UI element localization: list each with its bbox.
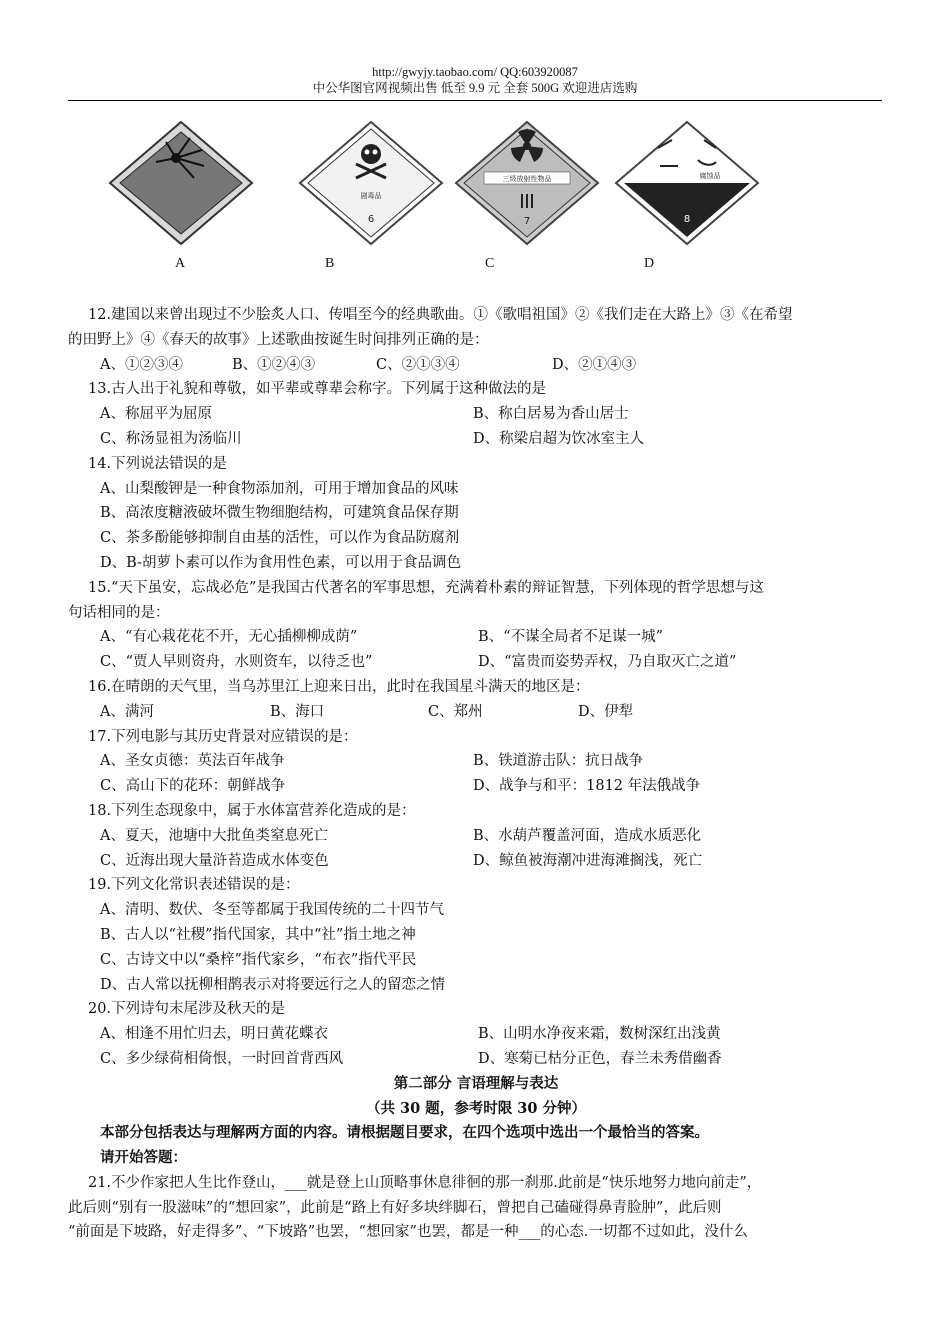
radioactive-sign [452,118,602,248]
q17-option-a: A、圣女贞德：英法百年战争 [100,753,285,770]
q21-line-3: “前面是下坡路，好走得多”、“下坡路”也罢，“想回家”也罢，都是一种___的心态.一切都不过如此，没什么 [68,1224,748,1241]
q17-option-c: C、高山下的花环：朝鲜战争 [100,778,286,795]
q16-options [68,700,884,725]
q16-option-a: A、满河 [100,703,154,720]
explosive-icon [106,118,256,248]
q18-option-b: B、水葫芦覆盖河面，造成水质恶化 [473,827,702,844]
q21-line-1: 21.不少作家把人生比作登山，___就是登上山顶略事休息徘徊的那一刹那.此前是“快乐地努力地向前走”， [88,1174,762,1191]
skull-crossbones-icon [296,118,446,248]
q18-option-d: D、鲸鱼被海潮冲进海滩搁浅，死亡 [473,852,703,869]
q12-options [68,353,884,378]
q19-option-a: A、清明、数伏、冬至等都属于我国传统的二十四节气 [100,902,444,919]
q16-option-c: C、郑州 [428,703,483,720]
q17-option-b: B、铁道游击队：抗日战争 [473,753,644,770]
q15-option-a: A、“有心栽花花不开，无心插柳柳成荫” [100,629,358,646]
q19-option-b: B、古人以“社稷”指代国家，其中“社”指土地之神 [100,926,416,943]
header-url-line: http://gwyjy.taobao.com/ QQ:603920087 [372,65,578,79]
question-list [68,303,884,1245]
q19-stem: 19.下列文化常识表述错误的是： [88,877,300,894]
q20-option-b: B、山明水净夜来霜，数树深红出浅黄 [478,1026,721,1043]
q13-option-a: A、称屈平为屈原 [100,406,212,423]
corrosive-sign [612,118,762,248]
q18-stem: 18.下列生态现象中，属于水体富营养化造成的是： [88,802,416,819]
corrosive-sign-text: 腐蚀品 [699,172,721,180]
q12-option-d: D、②①④③ [552,356,637,373]
q15-stem-1: 15.“天下虽安，忘战必危”是我国古代著名的军事思想，充满着朴素的辩证智慧，下列体现的哲学思想与这 [88,579,764,596]
q15-option-b: B、“不谋全局者不足谋一城” [478,629,663,646]
header-divider [68,100,882,101]
radiation-icon [452,118,602,248]
q14-option-b: B、高浓度糖液破坏微生物细胞结构，可建筑食品保存期 [100,505,459,522]
q14-option-d: D、B-胡萝卜素可以作为食用性色素，可以用于食品调色 [100,554,461,571]
q16-option-b: B、海口 [270,703,325,720]
sign-label-a: A [175,256,186,271]
part2-subtitle: （共 30 题，参考时限 30 分钟） [365,1099,587,1117]
page-header [0,64,950,96]
q19-option-c: C、古诗文中以“桑梓”指代家乡，“布衣”指代平民 [100,951,417,968]
q16-stem: 16.在晴朗的天气里，当乌苏里江上迎来日出，此时在我国星斗满天的地区是： [88,678,590,695]
q13-option-d: D、称梁启超为饮冰室主人 [473,430,645,447]
q12-option-b: B、①②④③ [232,356,316,373]
q20-option-a: A、相逢不用忙归去，明日黄花蝶衣 [100,1026,328,1043]
corrosive-sign-number: 8 [683,214,691,225]
q18-option-c: C、近海出现大量浒苔造成水体变色 [100,852,329,869]
sign-label-d: D [644,256,655,271]
q12-stem-2: 的田野上》④《春天的故事》上述歌曲按诞生时间排列正确的是： [68,331,489,348]
part2-title: 第二部分 言语理解与表达 [393,1074,559,1092]
sign-label-c: C [485,256,495,271]
toxic-sign [296,118,446,248]
q14-option-a: A、山梨酸钾是一种食物添加剂，可用于增加食品的风味 [100,480,459,497]
q13-option-b: B、称白居易为香山居士 [473,406,629,423]
header-ad-line: 中公华图官网视频出售 低至 9.9 元 全套 500G 欢迎进店选购 [312,81,638,95]
q15-stem-2: 句话相同的是： [68,604,170,621]
q12-option-a: A、①②③④ [100,356,183,373]
q17-stem: 17.下列电影与其历史背景对应错误的是： [88,728,358,745]
q20-option-c: C、多少绿荷相倚恨，一时回首背西风 [100,1050,344,1067]
q14-option-c: C、茶多酚能够抑制自由基的活性，可以作为食品防腐剂 [100,530,460,547]
q13-stem: 13.古人出于礼貌和尊敬，如平辈或尊辈会称字。下列属于这种做法的是 [88,381,547,398]
q21-line-2: 此后则“别有一股滋味”的“想回家”，此前是“路上有好多块绊脚石，曾把自己磕碰得鼻青脸肿”，此后则 [68,1199,722,1216]
corrosive-icon [612,118,762,248]
sign-label-b: B [325,256,335,271]
q16-option-d: D、伊犁 [578,703,634,720]
q12-stem-1: 12.建国以来曾出现过不少脍炙人口、传唱至今的经典歌曲。①《歌唱祖国》②《我们走在大路上》③《在希望 [88,307,793,323]
radioactive-sign-text: 三级放射性物品 [502,175,552,183]
q14-stem: 14.下列说法错误的是 [88,455,228,472]
q15-option-d: D、“富贵而姿势弄权，乃自取灭亡之道” [478,654,737,671]
q12-option-c: C、②①③④ [376,356,460,373]
radioactive-sign-number: 7 [523,216,531,227]
toxic-sign-text: 剧毒品 [360,192,382,200]
q17-option-d: D、战争与和平：1812 年法俄战争 [473,778,701,795]
q20-option-d: D、寒菊已枯分正色，春兰未秀借幽香 [478,1050,722,1067]
q19-option-d: D、古人常以抚柳相鹊表示对将要远行之人的留恋之情 [100,976,446,993]
toxic-sign-number: 6 [367,214,375,225]
q15-option-c: C、“贾人早则资舟，水则资车，以待乏也” [100,654,373,671]
part2-instruction: 本部分包括表达与理解两方面的内容。请根据题目要求，在四个选项中选出一个最恰当的答案。 [100,1124,709,1142]
q18-option-a: A、夏天，池塘中大批鱼类窒息死亡 [100,827,328,844]
part2-start: 请开始答题： [100,1149,187,1167]
q13-option-c: C、称汤显祖为汤临川 [100,430,242,447]
explosive-sign [106,118,256,248]
q20-stem: 20.下列诗句末尾涉及秋天的是 [88,1001,286,1018]
